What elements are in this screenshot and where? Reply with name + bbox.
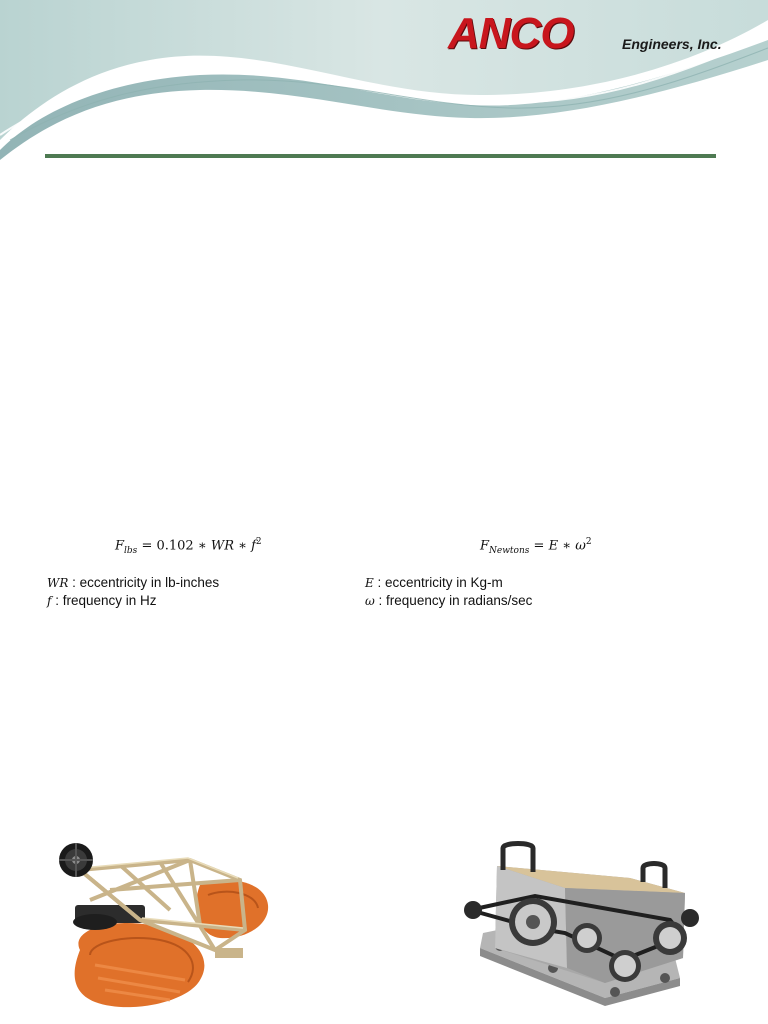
formula-exponent: 2 xyxy=(255,537,262,547)
orange-eccentric-mass-shaker-photo xyxy=(50,830,280,1015)
definition-line xyxy=(365,592,532,610)
definition-line xyxy=(47,574,219,592)
definition-text: : eccentricity in lb-inches xyxy=(68,575,220,590)
definition-symbol: E xyxy=(365,576,374,590)
definition-text: : frequency in radians/sec xyxy=(374,593,533,608)
formula-var-omega: ω xyxy=(575,538,586,554)
belt-driven-shaker-photo xyxy=(455,838,715,1006)
logo-tagline: Engineers, Inc. xyxy=(622,36,722,52)
definition-line xyxy=(365,574,532,592)
formula-force-newtons xyxy=(480,537,592,556)
definition-line xyxy=(47,592,219,610)
equals-sign: = xyxy=(533,538,545,554)
formula-lhs-symbol: F xyxy=(115,538,125,554)
formula-var-f: f xyxy=(251,538,256,554)
multiply-sign: ∗ xyxy=(197,538,207,554)
definition-symbol: ω xyxy=(365,594,375,608)
anco-logo xyxy=(448,9,748,58)
definitions-right xyxy=(365,574,532,610)
definition-text: : frequency in Hz xyxy=(51,593,157,608)
definition-text: : eccentricity in Kg-m xyxy=(373,575,503,590)
formula-lhs-symbol: F xyxy=(480,538,490,554)
formula-lhs-subscript: lbs xyxy=(124,545,138,556)
formula-var-e: E xyxy=(548,538,559,554)
formula-var-wr: WR xyxy=(210,538,234,554)
equals-sign: = xyxy=(141,538,153,554)
definition-symbol: WR xyxy=(47,576,69,590)
formula-exponent: 2 xyxy=(585,537,592,547)
definition-symbol: f xyxy=(47,594,52,608)
title-divider-rule xyxy=(45,154,716,158)
logo-brand-text: ANCO xyxy=(448,9,574,58)
multiply-sign: ∗ xyxy=(562,538,572,554)
formula-force-lbs xyxy=(115,537,262,556)
definitions-left xyxy=(47,574,219,610)
formula-lhs-subscript: Newtons xyxy=(489,545,530,556)
multiply-sign: ∗ xyxy=(238,538,247,554)
formula-coefficient: 0.102 xyxy=(156,538,194,554)
